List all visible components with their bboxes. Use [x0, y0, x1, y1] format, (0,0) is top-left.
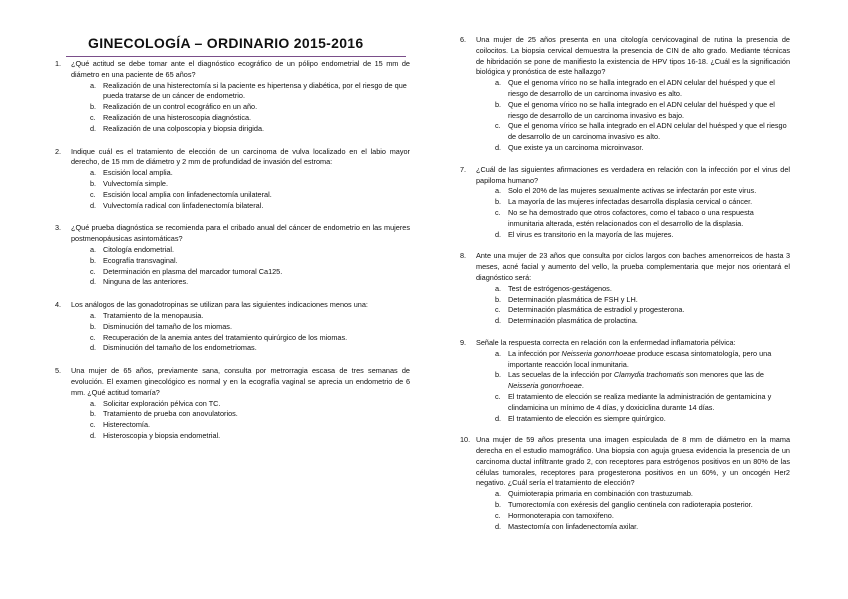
question-8 [460, 251, 790, 327]
option-letter: a. [495, 283, 502, 293]
question-9 [460, 338, 790, 424]
question-text: Una mujer de 59 años presenta una imagen espiculada de 8 mm de diámetro en la mama derecha en el estudio mamográfico. Una biopsia con aguja gruesa evidencia la presencia de un carcinoma ductal infiltrante grado 2, con receptores para estrógenos positivos en un 80% de las células tumorales, receptores para progesterona positivos en un 60%, y un oncogén Her2 negativo. ¿Cuál sería el tratamiento de elección? [476, 435, 790, 488]
option-item [71, 420, 410, 431]
option-letter: a. [90, 244, 97, 254]
option-item [476, 208, 790, 230]
option-item [71, 179, 410, 190]
question-text: Señale la respuesta correcta en relación con la enfermedad inflamatoria pélvica: [476, 337, 736, 347]
option-letter: b. [90, 321, 97, 331]
option-letter: d. [90, 277, 97, 287]
option-letter: d. [495, 521, 502, 531]
question-text: Una mujer de 65 años, previamente sana, consulta por metrorragia escasa de tres semanas de evolución. El examen ginecológico es normal y en la ecografía vaginal se aprecia un endometrio de 6 mm. ¿Qué actitud tomaría? [71, 366, 410, 397]
option-letter: c. [495, 391, 501, 401]
question-number: 8. [460, 251, 467, 261]
option-text: El tratamiento de elección es siempre quirúrgico. [508, 413, 666, 423]
option-text: Ecografía transvaginal. [103, 255, 178, 265]
left-column [55, 59, 410, 442]
question-text: ¿Qué actitud se debe tomar ante el diagnóstico ecográfico de un pólipo endometrial de 15 mm de diámetro en una paciente de 65 años? [71, 59, 410, 79]
option-text: Escisión local amplia. [103, 168, 173, 178]
option-item [71, 102, 410, 113]
question-number: 5. [55, 366, 62, 376]
option-text: Histeroscopia y biopsia endometrial. [103, 430, 221, 440]
option-item [476, 121, 790, 143]
option-letter: a. [495, 348, 502, 358]
question-number: 2. [55, 146, 62, 156]
question-number: 3. [55, 223, 62, 233]
option-text: produce escasa sintomatología, pero una importante reacción local inmunitaria. [508, 348, 772, 369]
option-list [476, 186, 790, 240]
option-text: Test de estrógenos-gestágenos. [508, 283, 612, 293]
option-item [476, 186, 790, 197]
option-text: Ninguna de las anteriores. [103, 277, 189, 287]
question-7 [460, 165, 790, 241]
option-letter: a. [90, 310, 97, 320]
option-item [476, 230, 790, 241]
option-text: Vulvectomía radical con linfadenectomía bilateral. [103, 200, 264, 210]
option-letter: d. [90, 343, 97, 353]
option-text: Disminución del tamaño de los miomas. [103, 321, 232, 331]
option-text: Quimioterapia primaria en combinación con trastuzumab. [508, 489, 693, 499]
option-list [71, 245, 410, 288]
option-item [71, 245, 410, 256]
option-text: La mayoría de las mujeres infectadas desarrolla displasia cervical o cáncer. [508, 197, 753, 207]
option-text: Recuperación de la anemia antes del tratamiento quirúrgico de los miomas. [103, 332, 348, 342]
question-4 [55, 300, 410, 354]
option-text: Tratamiento de prueba con anovulatorios. [103, 409, 238, 419]
question-3 [55, 223, 410, 288]
species-name: Neisseria gonorrhoeae [508, 381, 582, 391]
option-item [476, 316, 790, 327]
question-6 [460, 35, 790, 154]
option-list [71, 168, 410, 211]
option-text: Que existe ya un carcinoma microinvasor. [508, 142, 644, 152]
option-letter: b. [90, 409, 97, 419]
option-letter: a. [495, 78, 502, 88]
option-item [71, 256, 410, 267]
option-letter: b. [90, 102, 97, 112]
option-text: Citología endometrial. [103, 244, 174, 254]
page-title: GINECOLOGÍA – ORDINARIO 2015-2016 [88, 35, 364, 51]
option-letter: b. [90, 178, 97, 188]
option-letter: c. [90, 189, 96, 199]
option-item [476, 392, 790, 414]
option-text: Mastectomía con linfadenectomía axilar. [508, 521, 639, 531]
option-letter: b. [495, 370, 502, 380]
option-text: Determinación en plasma del marcador tumoral Ca125. [103, 266, 283, 276]
option-text: Escisión local amplia con linfadenectomía unilateral. [103, 189, 272, 199]
option-letter: a. [90, 80, 97, 90]
option-text: Que el genoma vírico se halla integrado en el ADN celular del huésped y que el riesgo de desarrollo de un carcinoma invasivo es alto. [508, 121, 787, 142]
option-text: Que el genoma vírico no se halla integrado en el ADN celular del huésped y que el riesgo de desarrollo de un carcinoma invasivo es bajo. [508, 99, 775, 120]
option-item [71, 81, 410, 103]
option-text: son menores que las de [684, 370, 764, 380]
option-text: Realización de un control ecográfico en un año. [103, 102, 258, 112]
question-text: ¿Cuál de las siguientes afirmaciones es verdadera en relación con la infección por el virus del papiloma humano? [476, 164, 790, 185]
option-text: No se ha demostrado que otros cofactores, como el tabaco o una respuesta inmunitaria alterada, estén relacionados con el desarrollo de la displasia. [508, 207, 754, 228]
option-letter: d. [495, 142, 502, 152]
option-item [71, 201, 410, 212]
question-number: 6. [460, 35, 467, 44]
option-list [476, 349, 790, 425]
option-letter: a. [495, 186, 502, 196]
option-text: Disminución del tamaño de los endometriomas. [103, 343, 257, 353]
option-item [71, 277, 410, 288]
option-item [476, 284, 790, 295]
option-item [476, 305, 790, 316]
option-list [71, 399, 410, 442]
option-item [476, 500, 790, 511]
option-list [476, 284, 790, 327]
option-item [476, 100, 790, 122]
question-text: ¿Qué prueba diagnóstica se recomienda para el cribado anual del cáncer de endometrio en las mujeres postmenopáusicas asintomáticas? [71, 223, 410, 244]
option-text: El virus es transitorio en la mayoría de las mujeres. [508, 229, 674, 239]
option-text: Las secuelas de la infección por [508, 370, 614, 380]
option-item [476, 370, 790, 392]
option-letter: d. [90, 200, 97, 210]
option-letter: a. [495, 489, 502, 499]
option-text: Realización de una histerectomía si la paciente es hipertensa y diabética, por el riesgo de que pueda tratarse de un cáncer de endometrio. [103, 80, 407, 101]
option-item [71, 124, 410, 135]
question-number: 9. [460, 337, 467, 347]
species-name: Neisseria gonorrhoeae [561, 348, 636, 358]
option-list [476, 489, 790, 532]
option-text: Solicitar exploración pélvica con TC. [103, 398, 221, 408]
option-item [71, 431, 410, 442]
question-text: Indique cuál es el tratamiento de elección de un carcinoma de vulva localizado en el labio mayor derecho, de 15 mm de diámetro y 2 mm de profundidad de invasión del estroma: [71, 146, 410, 167]
question-number: 4. [55, 300, 62, 310]
option-letter: a. [90, 398, 97, 408]
option-item [476, 489, 790, 500]
option-text: Determinación plasmática de FSH y LH. [508, 294, 638, 304]
option-letter: a. [90, 168, 97, 178]
option-item [71, 311, 410, 322]
option-letter: d. [90, 430, 97, 440]
title-underline [66, 56, 406, 57]
option-letter: c. [90, 420, 96, 430]
option-item [476, 522, 790, 533]
option-item [71, 190, 410, 201]
option-text: Solo el 20% de las mujeres sexualmente activas se infectarán por este virus. [508, 186, 757, 196]
option-letter: d. [495, 413, 502, 423]
option-text: Tumorectomía con exéresis del ganglio centinela con radioterapia posterior. [508, 500, 753, 510]
option-letter: b. [495, 197, 502, 207]
option-item [71, 333, 410, 344]
option-text: Tratamiento de la menopausia. [103, 310, 204, 320]
option-list [71, 311, 410, 354]
option-item [71, 168, 410, 179]
question-text: Los análogos de las gonadotropinas se utilizan para las siguientes indicaciones menos una: [71, 300, 368, 310]
option-item [71, 399, 410, 410]
option-item [71, 343, 410, 354]
option-item [476, 511, 790, 522]
option-letter: d. [495, 229, 502, 239]
question-number: 10. [460, 435, 471, 445]
option-list [71, 81, 410, 135]
question-number: 1. [55, 59, 62, 68]
option-text: Hormonoterapia con tamoxifeno. [508, 510, 614, 520]
option-letter: b. [90, 255, 97, 265]
option-text: Vulvectomía simple. [103, 178, 169, 188]
option-item [476, 78, 790, 100]
option-letter: c. [495, 207, 501, 217]
option-text: Determinación plasmática de estradiol y progesterona. [508, 305, 685, 315]
option-text: Realización de una histeroscopia diagnóstica. [103, 112, 252, 122]
option-text: Histerectomía. [103, 420, 151, 430]
question-text: Una mujer de 25 años presenta en una citología cervicovaginal de rutina la presencia de coilocitos. La biopsia cervical demuestra la presencia de CIN de alto grado. Mediante técnicas de hibridación se pone de manifiesto la existencia de HPV tipos 16-18. ¿Cuál es la significación biológica y pronóstica de este hallazgo? [476, 35, 790, 77]
option-letter: c. [90, 266, 96, 276]
option-item [476, 197, 790, 208]
question-1 [55, 59, 410, 135]
option-item [476, 414, 790, 425]
option-letter: b. [495, 294, 502, 304]
question-10 [460, 435, 790, 532]
option-letter: c. [90, 332, 96, 342]
option-letter: b. [495, 500, 502, 510]
option-item [476, 295, 790, 306]
option-item [71, 267, 410, 278]
option-letter: c. [495, 121, 501, 131]
question-2 [55, 147, 410, 212]
question-number: 7. [460, 164, 467, 174]
option-text: Realización de una colposcopia y biopsia dirigida. [103, 123, 265, 133]
option-text: Determinación plasmática de prolactina. [508, 316, 638, 326]
question-5 [55, 366, 410, 442]
option-letter: c. [90, 112, 96, 122]
option-letter: c. [495, 305, 501, 315]
option-letter: b. [495, 99, 502, 109]
option-list [476, 78, 790, 154]
question-text: Ante una mujer de 23 años que consulta por ciclos largos con baches amenorreicos de hasta 3 meses, acné facial y aumento del vello, la prueba complementaria que mejor nos orientará el diagnóstico será: [476, 251, 790, 282]
option-text: . [581, 381, 584, 391]
option-text: La infección por [508, 348, 562, 358]
option-text: El tratamiento de elección se realiza mediante la administración de gentamicina y clindamicina un mínimo de 4 días, y doxiciclina durante 14 días. [508, 391, 772, 412]
option-letter: c. [495, 510, 501, 520]
option-text: Que el genoma vírico no se halla integrado en el ADN celular del huésped y que el riesgo de desarrollo de un carcinoma invasivo es alto. [508, 78, 775, 98]
right-column [460, 35, 790, 532]
option-letter: d. [495, 316, 502, 326]
option-letter: d. [90, 123, 97, 133]
option-item [71, 322, 410, 333]
option-item [476, 349, 790, 371]
option-item [71, 409, 410, 420]
option-item [476, 143, 790, 154]
species-name: Clamydia trachomatis [613, 370, 685, 380]
option-item [71, 113, 410, 124]
